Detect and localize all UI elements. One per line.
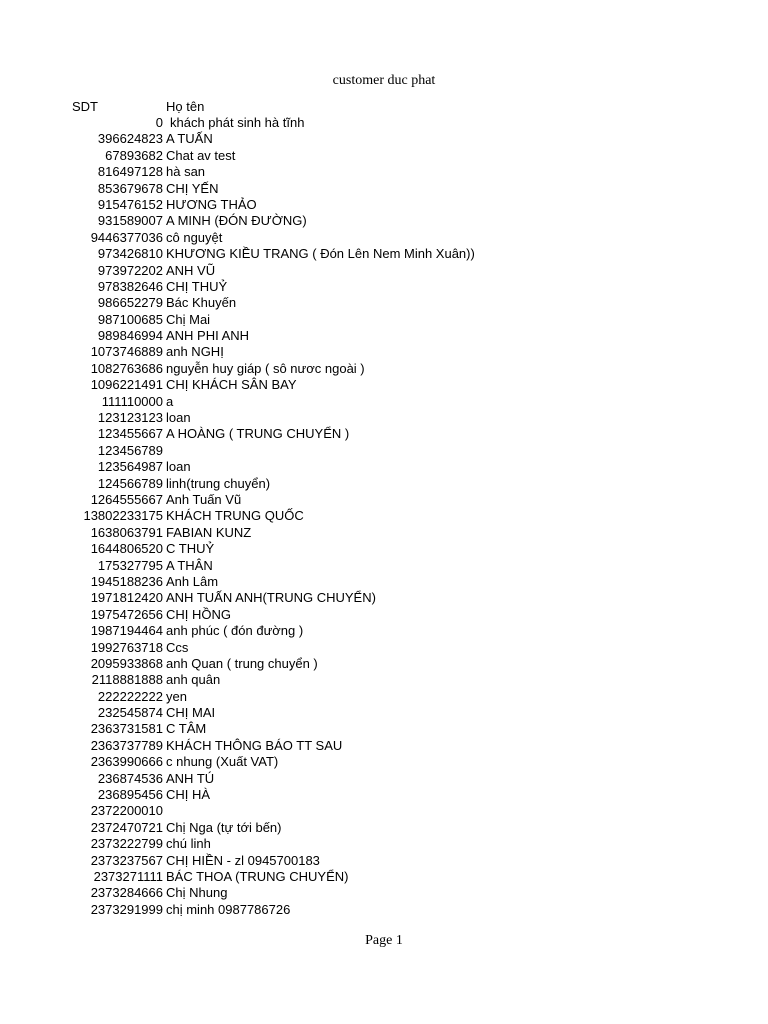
table-row: [0, 853, 768, 869]
table-row: [0, 295, 768, 311]
page-number: Page 1: [365, 933, 403, 948]
page-title: customer duc phat: [332, 73, 436, 88]
phone-number-cell: 915476152: [97, 196, 163, 212]
customer-name-cell: ANH TUẤN ANH(TRUNG CHUYỂN): [166, 590, 376, 606]
table-row: [0, 181, 768, 197]
phone-number-cell: 853679678: [97, 180, 163, 196]
customer-name-cell: KHÁCH TRUNG QUỐC: [166, 508, 304, 524]
phone-number-cell: 1971812420: [90, 590, 163, 606]
table-row: [0, 738, 768, 754]
customer-name-cell: yen: [166, 688, 187, 704]
customer-name-cell: Chị Nga (tự tới bến): [166, 819, 282, 835]
phone-number-cell: 222222222: [97, 688, 163, 704]
phone-number-cell: 236895456: [97, 787, 163, 803]
table-row: [0, 443, 768, 459]
table-row: [0, 115, 768, 131]
table-row: [0, 541, 768, 557]
phone-number-cell: 123456789: [97, 442, 163, 458]
phone-number-cell: 1638063791: [90, 524, 163, 540]
phone-number-cell: 2363737789: [90, 737, 163, 753]
phone-number-cell: 0: [155, 115, 163, 130]
table-row: [0, 377, 768, 393]
table-row: [0, 656, 768, 672]
customer-name-cell: A MINH (ĐÓN ĐƯỜNG): [166, 213, 307, 229]
phone-number-cell: 2373237567: [90, 852, 163, 868]
table-row: [0, 689, 768, 705]
table-row: [0, 164, 768, 180]
table-row: [0, 459, 768, 475]
customer-name-cell: Anh Lâm: [166, 573, 219, 589]
customer-name-cell: C THUỶ: [166, 541, 215, 557]
phone-number-cell: 1082763686: [90, 360, 163, 376]
phone-number-cell: 1073746889: [90, 344, 163, 360]
table-row: [0, 263, 768, 279]
customer-name-cell: Chị Nhung: [166, 885, 228, 901]
customer-name-cell: Bác Khuyến: [166, 295, 237, 311]
phone-number-cell: 2372470721: [90, 819, 163, 835]
phone-number-cell: 2373291999: [90, 901, 163, 917]
table-row: [0, 672, 768, 688]
customer-name-cell: c nhung (Xuất VAT): [166, 754, 279, 770]
customer-name-cell: KHÁCH THÔNG BÁO TT SAU: [166, 737, 343, 753]
customer-name-cell: ANH PHI ANH: [166, 328, 250, 344]
phone-number-cell: 175327795: [97, 557, 163, 573]
phone-number-cell: 13802233175: [83, 508, 163, 524]
phone-number-cell: 9446377036: [90, 229, 163, 245]
table-row: [0, 558, 768, 574]
customer-name-cell: loan: [166, 410, 191, 426]
customer-name-cell: hà san: [166, 164, 206, 180]
customer-table: [0, 115, 768, 918]
phone-number-cell: 67893682: [105, 147, 163, 163]
table-row: [0, 279, 768, 295]
customer-name-cell: Ccs: [166, 639, 189, 655]
phone-number-cell: 2372200010: [90, 803, 163, 819]
customer-name-cell: Chị Mai: [166, 311, 211, 327]
table-row: [0, 803, 768, 819]
phone-number-cell: 232545874: [97, 705, 163, 721]
table-row: [0, 246, 768, 262]
phone-number-cell: 123564987: [97, 459, 163, 475]
table-row: [0, 476, 768, 492]
table-row: [0, 525, 768, 541]
phone-number-cell: 1987194464: [90, 623, 163, 639]
table-row: [0, 869, 768, 885]
phone-number-cell: 973972202: [97, 262, 163, 278]
customer-name-cell: cô nguyệt: [166, 229, 223, 245]
phone-number-cell: 2373271111: [93, 868, 163, 884]
phone-number-cell: 2363990666: [90, 754, 163, 770]
table-row: [0, 590, 768, 606]
table-row: [0, 902, 768, 918]
customer-name-cell: BÁC THOA (TRUNG CHUYỂN): [166, 868, 349, 884]
customer-name-cell: CHỊ HỒNG: [166, 606, 231, 622]
table-row: [0, 312, 768, 328]
table-row: [0, 721, 768, 737]
table-row: [0, 492, 768, 508]
table-row: [0, 754, 768, 770]
table-row: [0, 213, 768, 229]
phone-number-cell: 123123123: [97, 410, 163, 426]
table-row: [0, 885, 768, 901]
table-row: [0, 197, 768, 213]
customer-name-cell: ANH TÚ: [166, 770, 215, 786]
phone-number-cell: 2373284666: [90, 885, 163, 901]
phone-number-cell: 987100685: [97, 311, 163, 327]
phone-number-cell: 989846994: [97, 328, 163, 344]
customer-name-cell: anh Quan ( trung chuyển ): [166, 655, 318, 671]
customer-name-cell: nguyễn huy giáp ( sô nươc ngoài ): [166, 360, 365, 376]
phone-number-cell: 123455667: [97, 426, 163, 442]
phone-number-cell: 2095933868: [90, 655, 163, 671]
customer-name-cell: C TÂM: [166, 721, 207, 737]
table-row: [0, 623, 768, 639]
customer-name-cell: anh quân: [166, 672, 221, 688]
table-row: [0, 361, 768, 377]
phone-number-cell: 1644806520: [90, 541, 163, 557]
customer-name-cell: Anh Tuấn Vũ: [166, 491, 242, 507]
phone-number-cell: 1975472656: [90, 606, 163, 622]
table-row: [0, 820, 768, 836]
customer-name-cell: FABIAN KUNZ: [166, 524, 252, 540]
phone-number-cell: 1945188236: [90, 573, 163, 589]
phone-number-cell: 1264555667: [90, 491, 163, 507]
table-row: [0, 426, 768, 442]
phone-number-cell: 2363731581: [90, 721, 163, 737]
phone-number-cell: 124566789: [97, 475, 163, 491]
table-row: [0, 328, 768, 344]
customer-name-cell: HƯƠNG THẢO: [166, 196, 257, 212]
customer-name-cell: Chat av test: [166, 147, 236, 163]
column-header-sdt: SDT: [72, 99, 98, 114]
customer-name-cell: chị minh 0987786726: [166, 901, 291, 917]
table-row: [0, 607, 768, 623]
table-row: [0, 410, 768, 426]
customer-name-cell: linh(trung chuyển): [166, 475, 271, 491]
customer-name-cell: a: [166, 393, 174, 409]
customer-name-cell: ANH VŨ: [166, 262, 216, 278]
phone-number-cell: 931589007: [97, 213, 163, 229]
phone-number-cell: 816497128: [97, 164, 163, 180]
phone-number-cell: 396624823: [97, 131, 163, 147]
table-row: [0, 705, 768, 721]
customer-name-cell: CHỊ YẾN: [166, 180, 219, 196]
table-row: [0, 787, 768, 803]
customer-name-cell: KHƯƠNG KIỀU TRANG ( Đón Lên Nem Minh Xuân)): [166, 246, 475, 262]
phone-number-cell: 2373222799: [90, 836, 163, 852]
phone-number-cell: 2118881888: [91, 672, 163, 688]
customer-name-cell: A TUẤN: [166, 131, 213, 147]
phone-number-cell: 111110000: [101, 393, 163, 409]
table-row: [0, 344, 768, 360]
phone-number-cell: 236874536: [97, 770, 163, 786]
phone-number-cell: 973426810: [97, 246, 163, 262]
customer-name-cell: CHỊ THUỶ: [166, 278, 228, 294]
table-row: [0, 131, 768, 147]
customer-name-cell: khách phát sinh hà tĩnh: [170, 115, 305, 130]
customer-name-cell: CHỊ HIỀN - zl 0945700183: [166, 852, 320, 868]
table-row: [0, 574, 768, 590]
table-row: [0, 508, 768, 524]
table-row: [0, 230, 768, 246]
customer-name-cell: loan: [166, 459, 191, 475]
customer-name-cell: anh NGHỊ: [166, 344, 224, 360]
table-row: [0, 836, 768, 852]
customer-name-cell: CHỊ MAI: [166, 705, 216, 721]
customer-name-cell: A HOÀNG ( TRUNG CHUYỂN ): [166, 426, 350, 442]
phone-number-cell: 1096221491: [90, 377, 163, 393]
phone-number-cell: 986652279: [97, 295, 163, 311]
phone-number-cell: 1992763718: [90, 639, 163, 655]
table-row: [0, 771, 768, 787]
table-row: [0, 640, 768, 656]
customer-name-cell: chú linh: [166, 836, 211, 852]
column-header-name: Họ tên: [166, 99, 205, 114]
table-row: [0, 148, 768, 164]
table-row: [0, 394, 768, 410]
phone-number-cell: 978382646: [97, 278, 163, 294]
customer-name-cell: CHỊ KHÁCH SÂN BAY: [166, 377, 297, 393]
customer-name-cell: CHỊ HÀ: [166, 787, 211, 803]
customer-name-cell: A THÂN: [166, 557, 213, 573]
customer-name-cell: anh phúc ( đón đường ): [166, 623, 304, 639]
